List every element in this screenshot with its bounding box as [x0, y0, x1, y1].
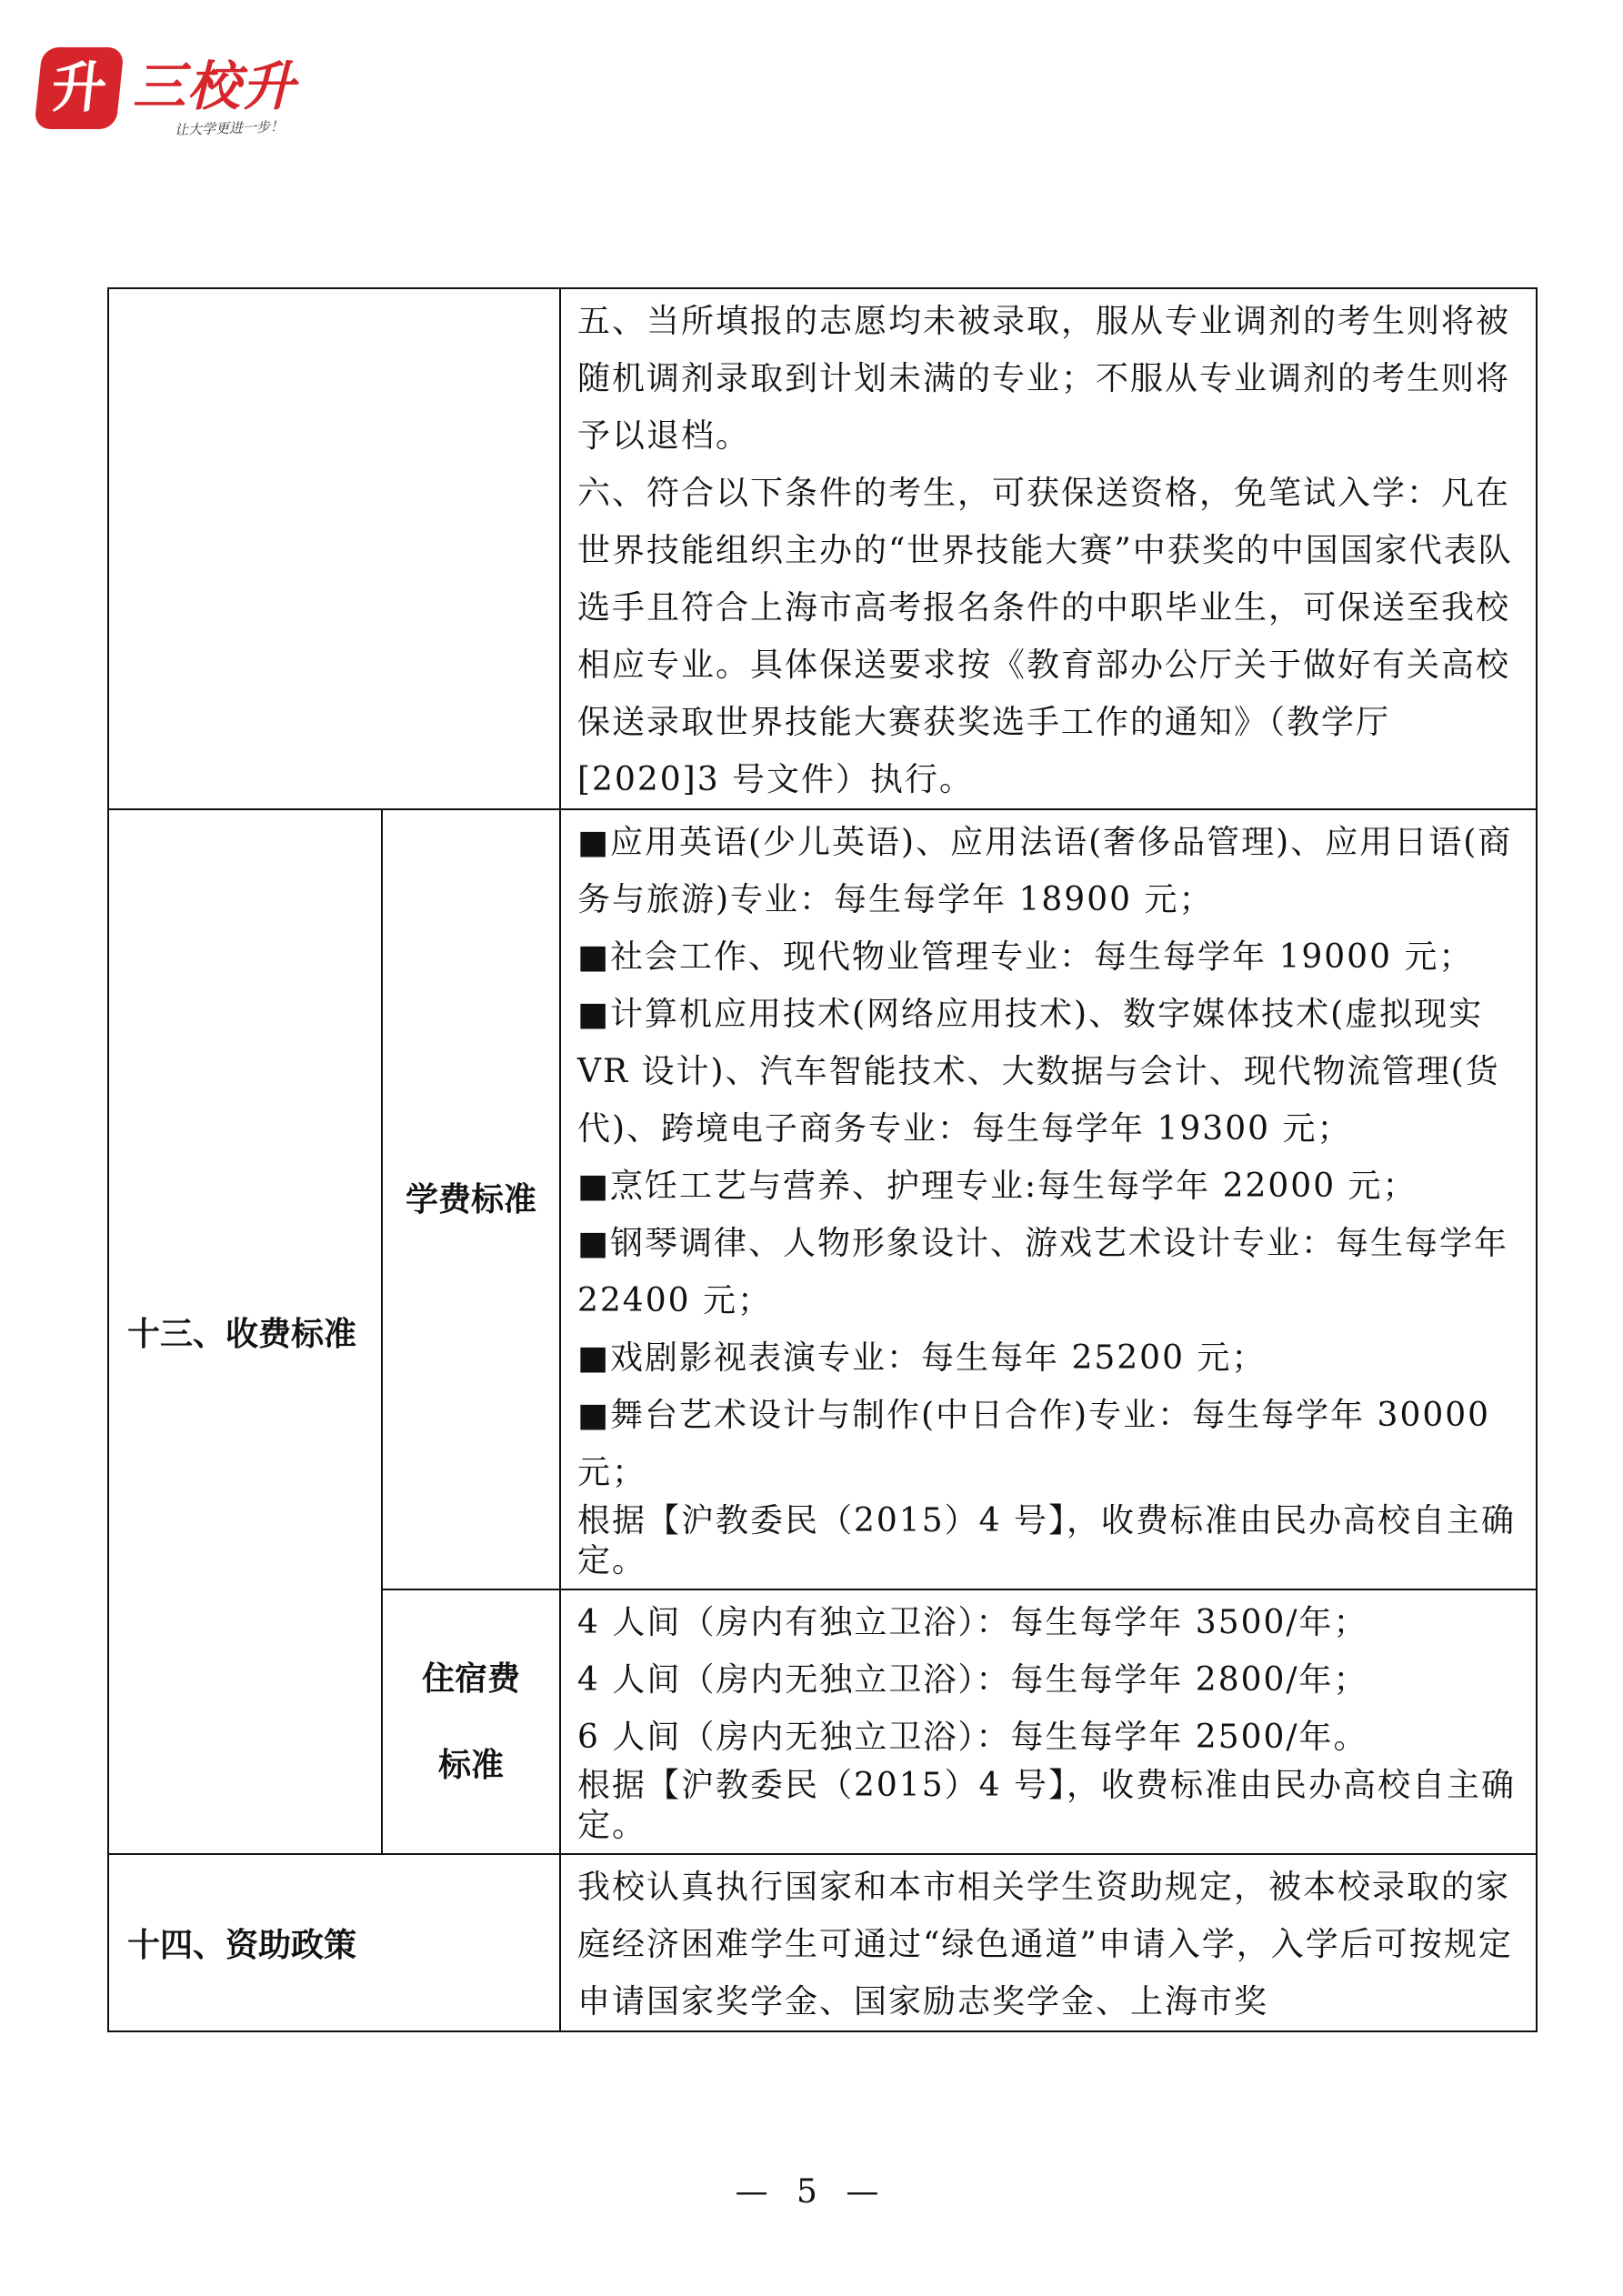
table-row	[108, 809, 1537, 1589]
note: 根据【沪教委民（2015）4 号】，收费标准由民办高校自主确定。	[577, 1767, 1516, 1844]
logo-slogan: 让大学更进一步！	[174, 117, 285, 139]
page-number: — 5 —	[735, 2173, 888, 2211]
list-item: 4 人间（房内有独立卫浴）：每生每学年 3500/年；	[577, 1604, 1368, 1641]
logo	[38, 45, 311, 145]
dorm-label-line: 标准	[437, 1746, 504, 1784]
paragraph: 六、符合以下条件的考生，可获保送资格，免笔试入学：凡在世界技能组织主办的“世界技能大赛”中获奖的中国国家代表队选手且符合上海市高考报名条件的中职毕业生，可保送至我校相应专业。具体保送要求按《教育部办公厅关于做好有关高校保送录取世界技能大赛获奖选手工作的通知》（教学厅[2020]3 号文件）执行。	[577, 475, 1513, 798]
tuition-label: 学费标准	[382, 809, 560, 1589]
empty-label-cell	[108, 288, 560, 809]
table-row	[108, 288, 1537, 809]
list-item: ■烹饪工艺与营养、护理专业:每生每学年 22000 元；	[577, 1168, 1418, 1205]
list-item: ■社会工作、现代物业管理专业：每生每学年 19000 元；	[577, 938, 1474, 976]
tuition-cell	[560, 809, 1537, 1589]
logo-badge: 升	[34, 47, 124, 129]
dorm-label-line: 住宿费	[421, 1659, 520, 1698]
admission-rules-cell	[560, 288, 1537, 809]
list-item: 6 人间（房内无独立卫浴）：每生每学年 2500/年。	[577, 1719, 1368, 1756]
fees-label: 十三、收费标准	[108, 809, 382, 1854]
logo-name: 三校升	[133, 55, 297, 117]
aid-cell	[560, 1854, 1537, 2031]
list-item: ■舞台艺术设计与制作(中日合作)专业：每生每学年 30000 元；	[577, 1397, 1491, 1491]
note: 根据【沪教委民（2015）4 号】，收费标准由民办高校自主确定。	[577, 1502, 1516, 1579]
paragraph: 我校认真执行国家和本市相关学生资助规定，被本校录取的家庭经济困难学生可通过“绿色通道”申请入学，入学后可按规定申请国家奖学金、国家励志奖学金、上海市奖	[577, 1869, 1513, 2020]
list-item: ■钢琴调律、人物形象设计、游戏艺术设计专业：每生每学年 22400 元；	[577, 1225, 1509, 1319]
list-item: ■戏剧影视表演专业：每生每年 25200 元；	[577, 1339, 1267, 1377]
paragraph: 五、当所填报的志愿均未被录取，服从专业调剂的考生则将被随机调剂录取到计划未满的专业；不服从专业调剂的考生则将予以退档。	[577, 303, 1511, 455]
aid-label: 十四、资助政策	[108, 1854, 560, 2031]
list-item: ■应用英语(少儿英语)、应用法语(奢侈品管理)、应用日语(商务与旅游)专业：每生每学年 18900 元；	[577, 824, 1513, 918]
dorm-cell	[560, 1589, 1537, 1854]
admission-info-table	[107, 287, 1538, 2032]
list-item: ■计算机应用技术(网络应用技术)、数字媒体技术(虚拟现实 VR 设计)、汽车智能技术、大数据与会计、现代物流管理(货代)、跨境电子商务专业：每生每学年 19300 元；	[577, 996, 1500, 1148]
table-row	[108, 1854, 1537, 2031]
list-item: 4 人间（房内无独立卫浴）：每生每学年 2800/年；	[577, 1661, 1368, 1699]
dorm-label	[382, 1589, 560, 1854]
